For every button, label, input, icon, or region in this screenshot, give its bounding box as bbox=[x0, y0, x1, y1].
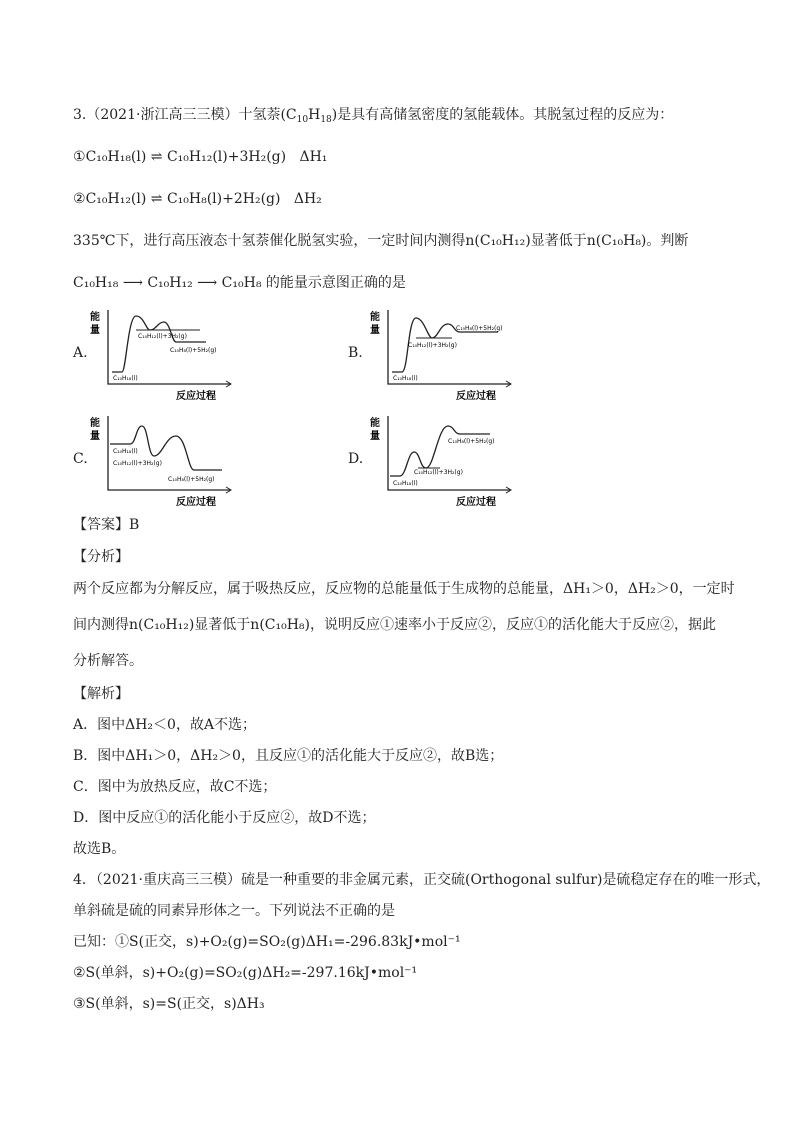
y-axis-label-2: 量 bbox=[370, 325, 380, 336]
y-axis-label-1: 能 bbox=[90, 312, 100, 323]
analysis-heading: 【分析】 bbox=[73, 549, 129, 565]
q3-stem-pre: 十氢萘(C bbox=[238, 107, 297, 123]
y-axis-label-1: 能 bbox=[370, 312, 380, 323]
solution-conclusion: 故选B。 bbox=[73, 841, 126, 857]
solution-line-c: C．图中为放热反应，故C不选； bbox=[73, 779, 277, 795]
energy-diagram-c bbox=[88, 414, 238, 508]
state-label-s2: C₁₀H₁₂(l)+3H₂(g) bbox=[408, 342, 457, 349]
option-c-label: C. bbox=[73, 451, 88, 467]
x-axis-label: 反应过程 bbox=[456, 391, 496, 402]
answer-heading: 【答案】 bbox=[73, 517, 129, 533]
energy-diagram-d bbox=[368, 414, 518, 508]
state-label-s1: C₁₀H₁₈(l) bbox=[113, 375, 138, 382]
y-axis-label-1: 能 bbox=[90, 418, 100, 429]
state-label-s3: C₁₀H₈(l)+5H₂(g) bbox=[170, 347, 217, 354]
state-label-s1: C₁₀H₁₈(l) bbox=[393, 375, 418, 382]
rxn2-label: ② bbox=[73, 191, 86, 207]
y-axis-label-2: 量 bbox=[370, 431, 380, 442]
q3-reaction-2 bbox=[73, 188, 322, 210]
answer-value: B bbox=[129, 517, 140, 533]
solution-line-a: A．图中ΔH₂＜0，故A不选； bbox=[73, 717, 257, 733]
q3-pathway-text: C₁₀H₁₈ ⟶ C₁₀H₁₂ ⟶ C₁₀H₈ 的能量示意图正确的是 bbox=[73, 275, 406, 291]
solution-heading: 【解析】 bbox=[73, 686, 129, 702]
state-label-s2: C₁₀H₁₂(l)+3H₂(g) bbox=[414, 469, 463, 476]
state-label-s1: C₁₀H₁₈(l) bbox=[393, 480, 418, 487]
rxn2-dh: ΔH₂ bbox=[293, 191, 322, 207]
q3-pathway bbox=[73, 272, 406, 294]
answer-line bbox=[73, 514, 139, 536]
state-label-s2: C₁₀H₁₂(l)+3H₂(g) bbox=[138, 333, 187, 340]
state-label-s3: C₁₀H₈(l)+5H₂(g) bbox=[168, 476, 215, 483]
rxn1-label: ① bbox=[73, 149, 86, 165]
q4-given-3: ③S(单斜，s)=S(正交，s)ΔH₃ bbox=[73, 996, 265, 1012]
rxn2-equation: C₁₀H₁₂(l) ⇌ C₁₀H₈(l)+2H₂(g) bbox=[85, 191, 281, 207]
q3-number: 3. bbox=[73, 107, 87, 123]
analysis-line-2: 间内测得n(C₁₀H₁₂)显著低于n(C₁₀H₈)，说明反应①速率小于反应②，反应①的活化能大于反应②，据此 bbox=[73, 617, 717, 633]
q3-stem bbox=[73, 104, 673, 126]
y-axis-label-2: 量 bbox=[90, 431, 100, 442]
rxn1-dh: ΔH₁ bbox=[299, 149, 328, 165]
option-a-label: A. bbox=[73, 345, 88, 361]
axes bbox=[388, 416, 510, 490]
state-label-s3: C₁₀H₈(l)+5H₂(g) bbox=[456, 325, 503, 332]
x-axis-label: 反应过程 bbox=[456, 497, 496, 508]
q3-stem-post: )是具有高储氢密度的氢能载体。其脱氢过程的反应为： bbox=[331, 107, 674, 123]
energy-diagram-b bbox=[368, 308, 518, 402]
q3-reaction-1 bbox=[73, 146, 327, 168]
y-axis-label-2: 量 bbox=[90, 325, 100, 336]
analysis-line-1: 两个反应都为分解反应，属于吸热反应，反应物的总能量低于生成物的总能量，ΔH₁＞0，ΔH₂＞0，一定时 bbox=[73, 581, 735, 597]
energy-diagram-a bbox=[88, 308, 238, 402]
q4-stem-line-2: 单斜硫是硫的同素异形体之一。下列说法不正确的是 bbox=[73, 903, 395, 919]
q3-stem-sub1: 10 bbox=[296, 115, 309, 125]
solution-line-b: B．图中ΔH₁＞0，ΔH₂＞0，且反应①的活化能大于反应②，故B选； bbox=[73, 748, 504, 764]
q4-given-2: ②S(单斜，s)+O₂(g)=SO₂(g)ΔH₂=-297.16kJ•mol⁻¹ bbox=[73, 965, 418, 981]
q3-condition bbox=[73, 230, 688, 252]
q4-stem-line-1: 4．（2021·重庆高三三模）硫是一种重要的非金属元素，正交硫(Orthogonal sulfur)是硫稳定存在的唯一形式， bbox=[73, 872, 771, 888]
q3-stem-mid: H bbox=[308, 107, 321, 123]
option-b-label: B. bbox=[348, 345, 363, 361]
solution-line-d: D．图中反应①的活化能小于反应②，故D不选； bbox=[73, 810, 376, 826]
state-label-s2: C₁₀H₁₂(l)+3H₂(g) bbox=[113, 460, 162, 467]
energy-curve bbox=[112, 316, 206, 372]
rxn1-equation: C₁₀H₁₈(l) ⇌ C₁₀H₁₂(l)+3H₂(g) bbox=[85, 149, 287, 165]
x-axis-label: 反应过程 bbox=[176, 497, 216, 508]
state-label-s3: C₁₀H₈(l)+5H₂(g) bbox=[448, 438, 495, 445]
option-d-label: D. bbox=[348, 451, 364, 467]
y-axis-label-1: 能 bbox=[370, 418, 380, 429]
q4-given-1: 已知：①S(正交，s)+O₂(g)=SO₂(g)ΔH₁=-296.83kJ•mol⁻¹ bbox=[73, 934, 461, 950]
state-label-s1: C₁₀H₁₈(l) bbox=[113, 448, 138, 455]
q3-stem-sub2: 18 bbox=[320, 115, 332, 125]
analysis-line-3: 分析解答。 bbox=[73, 653, 143, 669]
q3-source: （2021·浙江高三三模） bbox=[86, 107, 239, 123]
x-axis-label: 反应过程 bbox=[176, 391, 216, 402]
q3-condition-text: 335℃下，进行高压液态十氢萘催化脱氢实验，一定时间内测得n(C₁₀H₁₂)显著低于n(C₁₀H₈)。判断 bbox=[73, 233, 689, 249]
